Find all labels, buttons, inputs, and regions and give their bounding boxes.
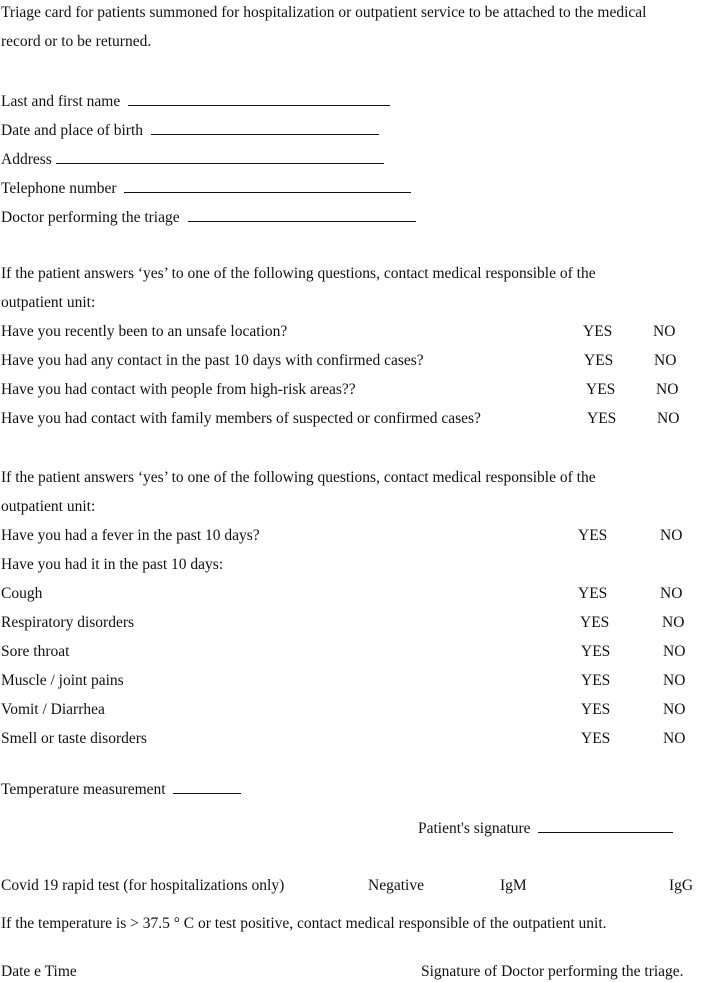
yes-option[interactable]: YES: [578, 585, 608, 602]
card-title-line-2: record or to be returned.: [1, 33, 152, 50]
temperature-label: Temperature measurement: [1, 781, 166, 798]
no-option[interactable]: NO: [663, 643, 686, 660]
negative-option[interactable]: Negative: [368, 877, 424, 894]
temperature-row: [1, 778, 241, 800]
address-blank[interactable]: [56, 148, 384, 164]
address-label: Address: [1, 151, 52, 168]
yes-option[interactable]: YES: [581, 643, 611, 660]
exposure-question: Have you had contact with family members of suspected or confirmed cases?: [1, 410, 481, 427]
covid-test-label: Covid 19 rapid test (for hospitalizations only): [1, 877, 285, 894]
no-option[interactable]: NO: [663, 672, 686, 689]
yes-option[interactable]: YES: [583, 323, 613, 340]
symptom-item: Vomit / Diarrhea: [1, 701, 105, 718]
fever-question: Have you had a fever in the past 10 days?: [1, 527, 260, 544]
doctor-signature-label: Signature of Doctor performing the triage.: [421, 963, 684, 980]
temperature-note: If the temperature is > 37.5 ° C or test positive, contact medical responsible of the outpatient unit.: [1, 915, 607, 932]
birth-field-row: [1, 119, 379, 141]
no-option[interactable]: NO: [663, 701, 686, 718]
phone-label: Telephone number: [1, 180, 117, 197]
symptom-item: Muscle / joint pains: [1, 672, 124, 689]
birth-label: Date and place of birth: [1, 122, 144, 139]
igg-option[interactable]: IgG: [669, 877, 694, 894]
yes-option[interactable]: YES: [581, 701, 611, 718]
patient-signature-blank[interactable]: [538, 817, 673, 833]
name-field-row: [1, 90, 390, 112]
no-option[interactable]: NO: [654, 352, 677, 369]
section1-instruction-line-1: If the patient answers ‘yes’ to one of the following questions, contact medical responsible of the: [1, 265, 596, 282]
phone-field-row: [1, 177, 411, 199]
section1-instruction-line-2: outpatient unit:: [1, 294, 96, 311]
date-time-label: Date e Time: [1, 963, 77, 980]
birth-blank[interactable]: [151, 119, 379, 135]
card-title-line-1: Triage card for patients summoned for hospitalization or outpatient service to be attached to the medical: [1, 4, 647, 21]
yes-option[interactable]: YES: [578, 527, 608, 544]
yes-option[interactable]: YES: [584, 352, 614, 369]
yes-option[interactable]: YES: [587, 410, 617, 427]
exposure-question: Have you had any contact in the past 10 days with confirmed cases?: [1, 352, 424, 369]
patient-signature-row: [418, 817, 673, 839]
section2-instruction-line-1: If the patient answers ‘yes’ to one of the following questions, contact medical responsible of the: [1, 469, 596, 486]
no-option[interactable]: NO: [660, 527, 683, 544]
patient-signature-label: Patient's signature: [418, 820, 531, 837]
symptom-item: Smell or taste disorders: [1, 730, 147, 747]
doctor-blank[interactable]: [188, 206, 416, 222]
name-blank[interactable]: [128, 90, 390, 106]
exposure-question: Have you recently been to an unsafe location?: [1, 323, 288, 340]
doctor-label: Doctor performing the triage: [1, 209, 180, 226]
no-option[interactable]: NO: [663, 730, 686, 747]
no-option[interactable]: NO: [656, 381, 679, 398]
symptoms-intro: Have you had it in the past 10 days:: [1, 556, 224, 573]
yes-option[interactable]: YES: [581, 672, 611, 689]
symptom-item: Respiratory disorders: [1, 614, 135, 631]
yes-option[interactable]: YES: [581, 730, 611, 747]
no-option[interactable]: NO: [653, 323, 676, 340]
no-option[interactable]: NO: [657, 410, 680, 427]
no-option[interactable]: NO: [662, 614, 685, 631]
phone-blank[interactable]: [124, 177, 411, 193]
yes-option[interactable]: YES: [586, 381, 616, 398]
no-option[interactable]: NO: [660, 585, 683, 602]
symptom-item: Cough: [1, 585, 43, 602]
address-field-row: [1, 148, 384, 170]
igm-option[interactable]: IgM: [500, 877, 527, 894]
symptom-item: Sore throat: [1, 643, 70, 660]
doctor-field-row: [1, 206, 416, 228]
name-label: Last and first name: [1, 93, 121, 110]
exposure-question: Have you had contact with people from high-risk areas??: [1, 381, 356, 398]
yes-option[interactable]: YES: [580, 614, 610, 631]
temperature-blank[interactable]: [173, 778, 241, 794]
section2-instruction-line-2: outpatient unit:: [1, 498, 96, 515]
